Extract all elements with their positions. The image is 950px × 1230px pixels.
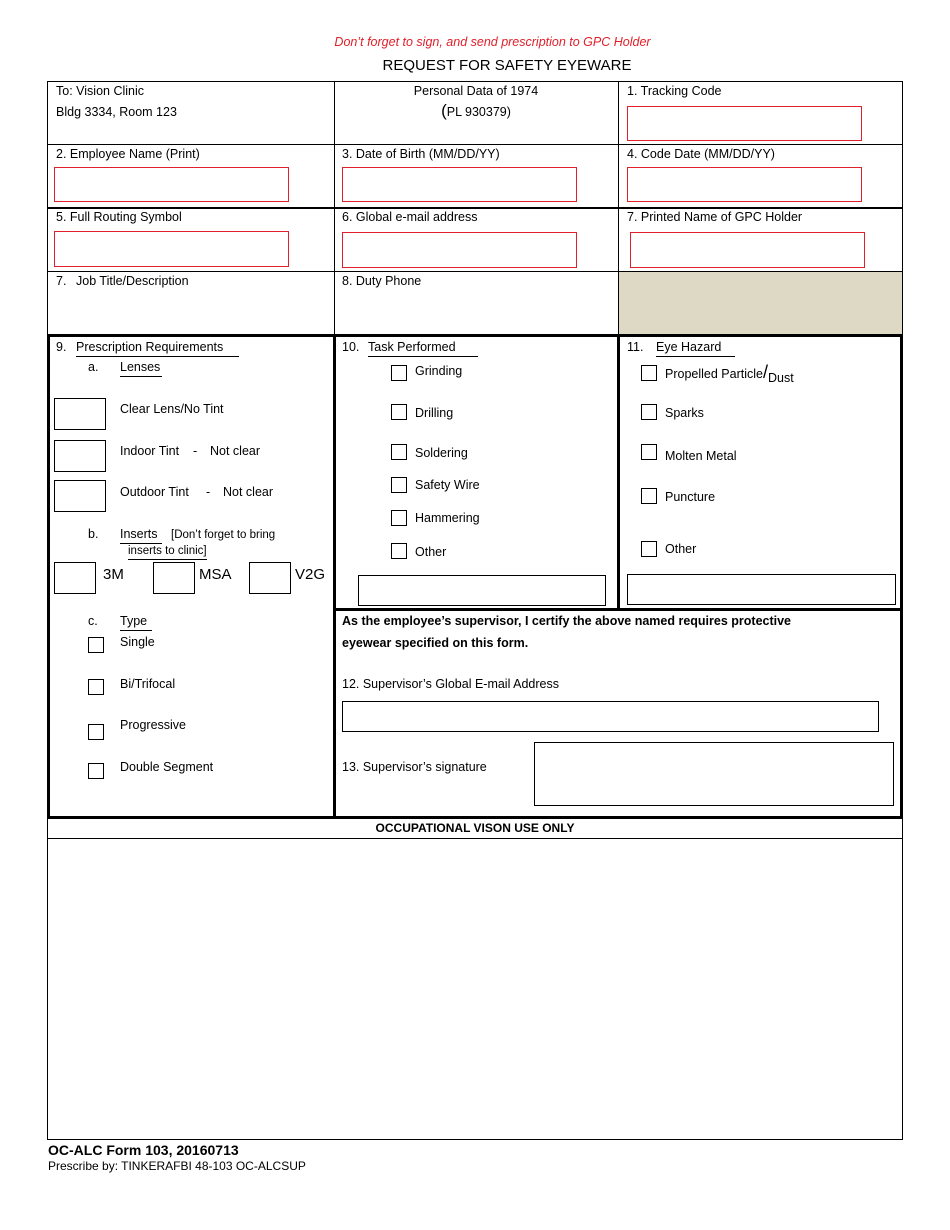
supervisor-certify-line2: eyewear specified on this form. bbox=[342, 636, 529, 650]
lens-outdoor-note: Not clear bbox=[223, 485, 274, 499]
type-heading: Type bbox=[120, 614, 152, 631]
task-number: 10. bbox=[342, 340, 360, 354]
type-letter: c. bbox=[88, 614, 98, 628]
supervisor-certify-line1: As the employee’s supervisor, I certify the above named requires protective bbox=[342, 614, 792, 628]
hazard-heading: Eye Hazard bbox=[656, 340, 735, 357]
to-label: To: Vision Clinic bbox=[56, 84, 145, 98]
prescription-number: 9. bbox=[56, 340, 67, 354]
lenses-letter: a. bbox=[88, 360, 99, 374]
task-hammering-label: Hammering bbox=[415, 511, 480, 525]
lens-indoor-checkbox[interactable] bbox=[54, 440, 106, 472]
type-double-checkbox[interactable] bbox=[88, 763, 104, 779]
gpc-holder-label: 7. Printed Name of GPC Holder bbox=[627, 210, 803, 224]
occupational-heading: OCCUPATIONAL VISON USE ONLY bbox=[375, 821, 575, 835]
supervisor-email-label: 12. Supervisor’s Global E-mail Address bbox=[342, 677, 559, 691]
gpc-holder-field[interactable] bbox=[630, 232, 865, 268]
insert-msa-checkbox[interactable] bbox=[153, 562, 195, 594]
task-other-field[interactable] bbox=[358, 575, 606, 606]
dust-text: Dust bbox=[767, 371, 794, 385]
type-progressive-label: Progressive bbox=[120, 718, 186, 732]
form-id: OC-ALC Form 103, 20160713 bbox=[48, 1142, 239, 1158]
type-single-checkbox[interactable] bbox=[88, 637, 104, 653]
job-title-label: Job Title/Description bbox=[76, 274, 189, 288]
dob-field[interactable] bbox=[342, 167, 577, 202]
reminder-note: Don’t forget to sign, and send prescription to GPC Holder bbox=[334, 35, 651, 49]
inserts-note-line2: inserts to clinic] bbox=[128, 545, 207, 560]
form-title: REQUEST FOR SAFETY EYEWARE bbox=[382, 57, 632, 74]
hazard-propelled-checkbox[interactable] bbox=[641, 365, 657, 381]
hazard-molten-label: Molten Metal bbox=[665, 449, 737, 463]
lenses-heading: Lenses bbox=[120, 360, 162, 377]
task-grinding-label: Grinding bbox=[415, 364, 463, 378]
task-soldering-checkbox[interactable] bbox=[391, 444, 407, 460]
privacy-act-law bbox=[334, 101, 618, 121]
duty-phone-label: 8. Duty Phone bbox=[342, 274, 422, 288]
hazard-other-checkbox[interactable] bbox=[641, 541, 657, 557]
routing-symbol-field[interactable] bbox=[54, 231, 289, 267]
inserts-note-line1: [Don’t forget to bring bbox=[171, 529, 276, 541]
supervisor-email-field[interactable] bbox=[342, 701, 879, 732]
task-heading: Task Performed bbox=[368, 340, 478, 357]
tracking-code-field[interactable] bbox=[627, 106, 862, 141]
insert-v2g-checkbox[interactable] bbox=[249, 562, 291, 594]
insert-3m-label: 3M bbox=[103, 566, 124, 583]
propelled-text: Propelled Particle bbox=[665, 367, 763, 381]
supervisor-signature-field[interactable] bbox=[534, 742, 894, 806]
task-other-label: Other bbox=[415, 545, 447, 559]
type-progressive-checkbox[interactable] bbox=[88, 724, 104, 740]
shaded-blank-cell bbox=[619, 272, 902, 334]
task-hammering-checkbox[interactable] bbox=[391, 510, 407, 526]
lens-indoor-label: Indoor Tint bbox=[120, 444, 180, 458]
occupational-use-area[interactable] bbox=[48, 839, 902, 1139]
hazard-sparks-checkbox[interactable] bbox=[641, 404, 657, 420]
lens-outdoor-dash: - bbox=[206, 485, 211, 499]
lens-outdoor-checkbox[interactable] bbox=[54, 480, 106, 512]
dob-label: 3. Date of Birth (MM/DD/YY) bbox=[342, 147, 500, 161]
code-date-label: 4. Code Date (MM/DD/YY) bbox=[627, 147, 775, 161]
hazard-puncture-label: Puncture bbox=[665, 490, 716, 504]
insert-msa-label: MSA bbox=[199, 566, 232, 583]
task-grinding-checkbox[interactable] bbox=[391, 365, 407, 381]
job-title-number: 7. bbox=[56, 274, 67, 288]
propelled-slash: / bbox=[762, 362, 768, 382]
email-field[interactable] bbox=[342, 232, 577, 268]
email-label: 6. Global e-mail address bbox=[342, 210, 478, 224]
inserts-letter: b. bbox=[88, 527, 99, 541]
hazard-molten-checkbox[interactable] bbox=[641, 444, 657, 460]
lens-indoor-note: Not clear bbox=[210, 444, 261, 458]
hazard-number: 11. bbox=[627, 340, 644, 354]
prescribed-by: Prescribe by: TINKERAFBI 48-103 OC-ALCSUP bbox=[48, 1159, 306, 1173]
inserts-heading: Inserts bbox=[120, 527, 162, 544]
privacy-act-title: Personal Data of 1974 bbox=[413, 84, 539, 98]
lens-indoor-dash: - bbox=[193, 444, 198, 458]
hazard-other-label: Other bbox=[665, 542, 697, 556]
type-single-label: Single bbox=[120, 635, 155, 649]
prescription-heading: Prescription Requirements bbox=[76, 340, 239, 357]
task-drilling-label: Drilling bbox=[415, 406, 454, 420]
tracking-code-label: 1. Tracking Code bbox=[627, 84, 722, 98]
lens-clear-checkbox[interactable] bbox=[54, 398, 106, 430]
task-safety-wire-label: Safety Wire bbox=[415, 478, 480, 492]
type-double-label: Double Segment bbox=[120, 760, 214, 774]
lens-clear-label: Clear Lens/No Tint bbox=[120, 402, 224, 416]
task-drilling-checkbox[interactable] bbox=[391, 404, 407, 420]
task-safety-wire-checkbox[interactable] bbox=[391, 477, 407, 493]
clinic-address: Bldg 3334, Room 123 bbox=[56, 105, 177, 119]
law-number: PL 930379) bbox=[446, 105, 511, 119]
hazard-sparks-label: Sparks bbox=[665, 406, 704, 420]
employee-name-field[interactable] bbox=[54, 167, 289, 202]
employee-name-label: 2. Employee Name (Print) bbox=[56, 147, 200, 161]
code-date-field[interactable] bbox=[627, 167, 862, 202]
type-bitrifocal-label: Bi/Trifocal bbox=[120, 677, 176, 691]
insert-v2g-label: V2G bbox=[295, 566, 326, 583]
hazard-puncture-checkbox[interactable] bbox=[641, 488, 657, 504]
insert-3m-checkbox[interactable] bbox=[54, 562, 96, 594]
supervisor-signature-label: 13. Supervisor’s signature bbox=[342, 760, 487, 774]
type-bitrifocal-checkbox[interactable] bbox=[88, 679, 104, 695]
hazard-other-field[interactable] bbox=[627, 574, 896, 605]
paren: ( bbox=[441, 101, 447, 120]
task-other-checkbox[interactable] bbox=[391, 543, 407, 559]
hazard-propelled-label bbox=[665, 362, 794, 383]
lens-outdoor-label: Outdoor Tint bbox=[120, 485, 189, 499]
routing-symbol-label: 5. Full Routing Symbol bbox=[56, 210, 182, 224]
task-soldering-label: Soldering bbox=[415, 446, 468, 460]
